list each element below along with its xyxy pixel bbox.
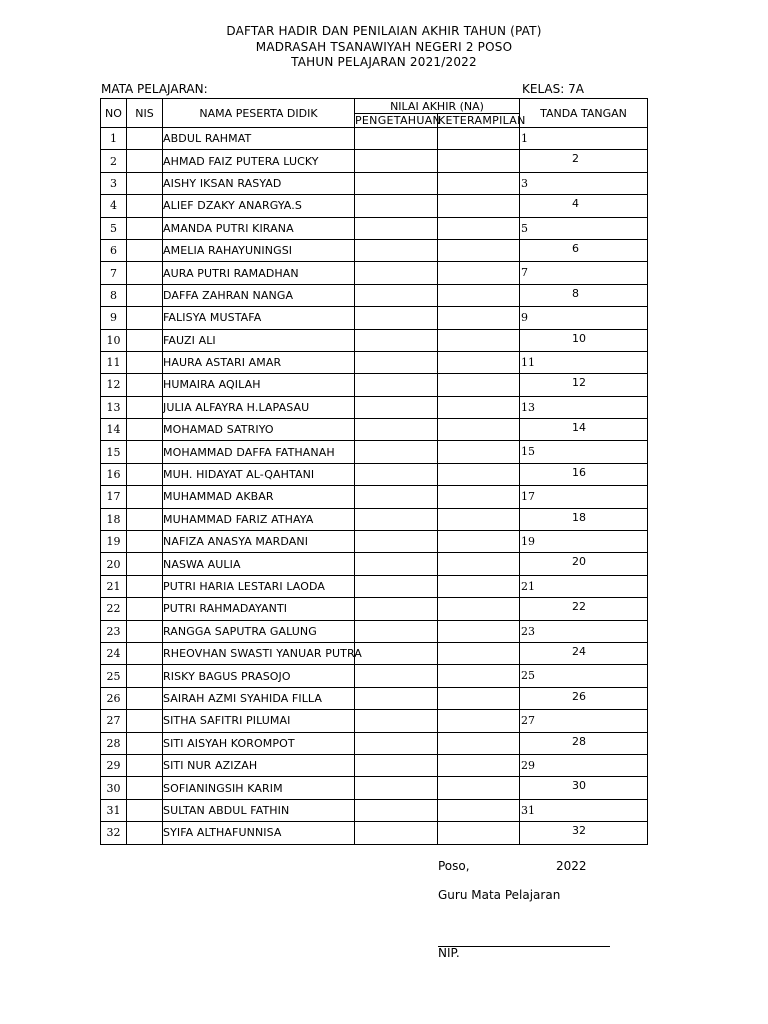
table-row	[101, 486, 648, 508]
signature-number: 2	[572, 152, 580, 166]
signature-number: 14	[572, 421, 587, 435]
row-number: 30	[101, 777, 127, 799]
signature-number: 9	[521, 311, 529, 325]
row-number: 7	[101, 262, 127, 284]
signature-number: 24	[572, 644, 587, 658]
table-row	[101, 710, 648, 732]
row-nis	[127, 777, 163, 799]
signature-number: 3	[521, 176, 529, 190]
signature-number: 30	[572, 779, 587, 793]
signature-cell	[520, 710, 648, 732]
signature-cell	[520, 575, 648, 597]
table-row	[101, 598, 648, 620]
skills-score-cell	[438, 710, 520, 732]
student-name: AMANDA PUTRI KIRANA	[163, 217, 355, 239]
signature-number: 28	[572, 734, 587, 748]
signature-cell	[520, 531, 648, 553]
table-row	[101, 128, 648, 150]
knowledge-score-cell	[355, 754, 438, 776]
signature-line	[438, 946, 610, 947]
skills-score-cell	[438, 150, 520, 172]
row-number: 23	[101, 620, 127, 642]
skills-score-cell	[438, 239, 520, 261]
signature-number: 16	[572, 465, 587, 479]
student-name: MUHAMMAD FARIZ ATHAYA	[163, 508, 355, 530]
signature-cell	[520, 486, 648, 508]
knowledge-score-cell	[355, 687, 438, 709]
student-name: RISKY BAGUS PRASOJO	[163, 665, 355, 687]
table-row	[101, 553, 648, 575]
table-row	[101, 799, 648, 821]
row-number: 21	[101, 575, 127, 597]
student-name: ABDUL RAHMAT	[163, 128, 355, 150]
skills-score-cell	[438, 799, 520, 821]
knowledge-score-cell	[355, 396, 438, 418]
header-final-grade: NILAI AKHIR (NA)	[355, 99, 520, 114]
knowledge-score-cell	[355, 732, 438, 754]
row-number: 17	[101, 486, 127, 508]
knowledge-score-cell	[355, 799, 438, 821]
signature-cell	[520, 620, 648, 642]
signature-cell	[520, 754, 648, 776]
skills-score-cell	[438, 329, 520, 351]
skills-score-cell	[438, 463, 520, 485]
student-name: AMELIA RAHAYUNINGSI	[163, 239, 355, 261]
row-nis	[127, 150, 163, 172]
row-nis	[127, 620, 163, 642]
skills-score-cell	[438, 553, 520, 575]
student-name: ALIEF DZAKY ANARGYA.S	[163, 195, 355, 217]
student-name: PUTRI HARIA LESTARI LAODA	[163, 575, 355, 597]
row-number: 18	[101, 508, 127, 530]
signature-number: 17	[521, 490, 536, 504]
row-nis	[127, 441, 163, 463]
table-row	[101, 508, 648, 530]
signature-number: 25	[521, 669, 536, 683]
row-nis	[127, 374, 163, 396]
row-nis	[127, 463, 163, 485]
row-nis	[127, 822, 163, 844]
knowledge-score-cell	[355, 195, 438, 217]
table-row	[101, 463, 648, 485]
row-number: 27	[101, 710, 127, 732]
signature-number: 21	[521, 579, 536, 593]
row-number: 3	[101, 172, 127, 194]
header-skills: KETERAMPILAN	[438, 114, 526, 127]
signature-cell	[520, 150, 648, 172]
signature-cell	[520, 642, 648, 664]
table-row	[101, 172, 648, 194]
row-nis	[127, 799, 163, 821]
knowledge-score-cell	[355, 128, 438, 150]
signature-cell	[520, 329, 648, 351]
student-name: MOHAMMAD DAFFA FATHANAH	[163, 441, 355, 463]
student-name: HUMAIRA AQILAH	[163, 374, 355, 396]
signature-number: 20	[572, 555, 587, 569]
table-row	[101, 642, 648, 664]
knowledge-score-cell	[355, 351, 438, 373]
skills-score-cell	[438, 172, 520, 194]
knowledge-score-cell	[355, 150, 438, 172]
skills-score-cell	[438, 374, 520, 396]
student-name: RHEOVHAN SWASTI YANUAR PUTRA	[163, 642, 355, 664]
student-name: MOHAMAD SATRIYO	[163, 419, 355, 441]
signature-cell	[520, 463, 648, 485]
knowledge-score-cell	[355, 217, 438, 239]
row-number: 14	[101, 419, 127, 441]
student-name: MUH. HIDAYAT AL-QAHTANI	[163, 463, 355, 485]
table-row	[101, 262, 648, 284]
skills-score-cell	[438, 665, 520, 687]
student-name: SITHA SAFITRI PILUMAI	[163, 710, 355, 732]
skills-score-cell	[438, 531, 520, 553]
row-nis	[127, 262, 163, 284]
skills-score-cell	[438, 754, 520, 776]
row-number: 22	[101, 598, 127, 620]
skills-score-cell	[438, 284, 520, 306]
knowledge-score-cell	[355, 710, 438, 732]
skills-score-cell	[438, 262, 520, 284]
signature-number: 15	[521, 445, 536, 459]
row-nis	[127, 351, 163, 373]
signature-cell	[520, 307, 648, 329]
header-no: NO	[101, 99, 127, 128]
title-line-3: TAHUN PELAJARAN 2021/2022	[291, 55, 477, 69]
row-number: 13	[101, 396, 127, 418]
row-number: 2	[101, 150, 127, 172]
row-number: 1	[101, 128, 127, 150]
signature-cell	[520, 508, 648, 530]
header-nis: NIS	[127, 99, 163, 128]
table-row	[101, 531, 648, 553]
footer-role: Guru Mata Pelajaran	[438, 888, 561, 902]
knowledge-score-cell	[355, 486, 438, 508]
signature-cell	[520, 396, 648, 418]
table-row	[101, 239, 648, 261]
footer-place: Poso,	[438, 859, 470, 873]
signature-cell	[520, 553, 648, 575]
signature-cell	[520, 822, 648, 844]
student-name: PUTRI RAHMADAYANTI	[163, 598, 355, 620]
row-number: 15	[101, 441, 127, 463]
document-header	[0, 24, 768, 71]
row-number: 16	[101, 463, 127, 485]
row-number: 31	[101, 799, 127, 821]
signature-number: 11	[521, 355, 536, 369]
signature-cell	[520, 128, 648, 150]
table-row	[101, 307, 648, 329]
student-name: FALISYA MUSTAFA	[163, 307, 355, 329]
student-name: JULIA ALFAYRA H.LAPASAU	[163, 396, 355, 418]
header-knowledge: PENGETAHUAN	[355, 114, 442, 127]
table-row	[101, 754, 648, 776]
row-number: 28	[101, 732, 127, 754]
row-nis	[127, 687, 163, 709]
signature-cell	[520, 732, 648, 754]
student-name: NAFIZA ANASYA MARDANI	[163, 531, 355, 553]
class-label: KELAS: 7A	[522, 82, 584, 96]
signature-number: 19	[521, 535, 536, 549]
knowledge-score-cell	[355, 822, 438, 844]
knowledge-score-cell	[355, 329, 438, 351]
row-nis	[127, 710, 163, 732]
signature-number: 23	[521, 624, 536, 638]
student-name: AISHY IKSAN RASYAD	[163, 172, 355, 194]
row-number: 32	[101, 822, 127, 844]
signature-number: 5	[521, 221, 529, 235]
signature-cell	[520, 777, 648, 799]
student-name: SAIRAH AZMI SYAHIDA FILLA	[163, 687, 355, 709]
attendance-table	[100, 98, 648, 845]
row-nis	[127, 172, 163, 194]
table-row	[101, 575, 648, 597]
signature-cell	[520, 419, 648, 441]
skills-score-cell	[438, 687, 520, 709]
row-number: 24	[101, 642, 127, 664]
row-number: 9	[101, 307, 127, 329]
table-row	[101, 329, 648, 351]
signature-cell	[520, 284, 648, 306]
row-nis	[127, 239, 163, 261]
header-signature: TANDA TANGAN	[520, 99, 648, 128]
signature-cell	[520, 262, 648, 284]
knowledge-score-cell	[355, 508, 438, 530]
row-nis	[127, 396, 163, 418]
table-row	[101, 351, 648, 373]
signature-number: 8	[572, 286, 580, 300]
knowledge-score-cell	[355, 553, 438, 575]
row-nis	[127, 217, 163, 239]
signature-number: 29	[521, 758, 536, 772]
knowledge-score-cell	[355, 284, 438, 306]
row-nis	[127, 486, 163, 508]
table-row	[101, 396, 648, 418]
signature-cell	[520, 374, 648, 396]
row-nis	[127, 307, 163, 329]
row-number: 5	[101, 217, 127, 239]
row-nis	[127, 642, 163, 664]
signature-number: 13	[521, 400, 536, 414]
signature-cell	[520, 239, 648, 261]
signature-cell	[520, 441, 648, 463]
skills-score-cell	[438, 777, 520, 799]
row-nis	[127, 128, 163, 150]
table-row	[101, 665, 648, 687]
signature-cell	[520, 799, 648, 821]
row-nis	[127, 754, 163, 776]
knowledge-score-cell	[355, 665, 438, 687]
title-line-2: MADRASAH TSANAWIYAH NEGERI 2 POSO	[255, 39, 513, 54]
row-nis	[127, 419, 163, 441]
knowledge-score-cell	[355, 419, 438, 441]
skills-score-cell	[438, 822, 520, 844]
row-nis	[127, 732, 163, 754]
table-row	[101, 217, 648, 239]
row-number: 11	[101, 351, 127, 373]
student-name: RANGGA SAPUTRA GALUNG	[163, 620, 355, 642]
knowledge-score-cell	[355, 575, 438, 597]
signature-cell	[520, 598, 648, 620]
table-row	[101, 284, 648, 306]
knowledge-score-cell	[355, 441, 438, 463]
signature-number: 10	[572, 331, 587, 345]
signature-number: 12	[572, 376, 587, 390]
row-number: 6	[101, 239, 127, 261]
signature-cell	[520, 665, 648, 687]
row-number: 20	[101, 553, 127, 575]
table-row	[101, 150, 648, 172]
knowledge-score-cell	[355, 777, 438, 799]
skills-score-cell	[438, 642, 520, 664]
table-row	[101, 374, 648, 396]
table-row	[101, 419, 648, 441]
signature-number: 32	[572, 824, 587, 838]
knowledge-score-cell	[355, 239, 438, 261]
signature-cell	[520, 351, 648, 373]
student-name: SITI AISYAH KOROMPOT	[163, 732, 355, 754]
table-row	[101, 732, 648, 754]
row-number: 10	[101, 329, 127, 351]
skills-score-cell	[438, 419, 520, 441]
skills-score-cell	[438, 732, 520, 754]
signature-number: 27	[521, 714, 536, 728]
skills-score-cell	[438, 598, 520, 620]
signature-cell	[520, 217, 648, 239]
student-name: SULTAN ABDUL FATHIN	[163, 799, 355, 821]
table-row	[101, 777, 648, 799]
signature-cell	[520, 172, 648, 194]
knowledge-score-cell	[355, 172, 438, 194]
signature-cell	[520, 687, 648, 709]
title-line-1: DAFTAR HADIR DAN PENILAIAN AKHIR TAHUN (PAT)	[226, 24, 542, 38]
table-row	[101, 441, 648, 463]
knowledge-score-cell	[355, 642, 438, 664]
knowledge-score-cell	[355, 374, 438, 396]
row-nis	[127, 329, 163, 351]
knowledge-score-cell	[355, 463, 438, 485]
signature-number: 4	[572, 197, 580, 211]
knowledge-score-cell	[355, 620, 438, 642]
row-nis	[127, 598, 163, 620]
table-row	[101, 620, 648, 642]
student-name: AHMAD FAIZ PUTERA LUCKY	[163, 150, 355, 172]
knowledge-score-cell	[355, 531, 438, 553]
signature-number: 1	[521, 132, 529, 145]
skills-score-cell	[438, 508, 520, 530]
row-nis	[127, 553, 163, 575]
student-name: SYIFA ALTHAFUNNISA	[163, 822, 355, 844]
row-nis	[127, 531, 163, 553]
footer-nip: NIP.	[438, 946, 460, 960]
row-number: 4	[101, 195, 127, 217]
skills-score-cell	[438, 620, 520, 642]
student-name: DAFFA ZAHRAN NANGA	[163, 284, 355, 306]
row-number: 8	[101, 284, 127, 306]
skills-score-cell	[438, 351, 520, 373]
header-name: NAMA PESERTA DIDIK	[163, 99, 355, 128]
skills-score-cell	[438, 575, 520, 597]
knowledge-score-cell	[355, 262, 438, 284]
signature-number: 7	[521, 266, 529, 280]
footer-year: 2022	[556, 859, 587, 873]
table-row	[101, 195, 648, 217]
student-name: AURA PUTRI RAMADHAN	[163, 262, 355, 284]
signature-number: 26	[572, 689, 587, 703]
table-row	[101, 687, 648, 709]
signature-number: 22	[572, 600, 587, 614]
row-number: 26	[101, 687, 127, 709]
skills-score-cell	[438, 396, 520, 418]
row-nis	[127, 508, 163, 530]
row-number: 25	[101, 665, 127, 687]
signature-number: 6	[572, 241, 580, 255]
skills-score-cell	[438, 441, 520, 463]
subject-label: MATA PELAJARAN:	[101, 82, 208, 96]
skills-score-cell	[438, 307, 520, 329]
row-number: 19	[101, 531, 127, 553]
skills-score-cell	[438, 486, 520, 508]
row-nis	[127, 665, 163, 687]
skills-score-cell	[438, 195, 520, 217]
skills-score-cell	[438, 128, 520, 150]
student-name: MUHAMMAD AKBAR	[163, 486, 355, 508]
student-name: SOFIANINGSIH KARIM	[163, 777, 355, 799]
skills-score-cell	[438, 217, 520, 239]
row-nis	[127, 284, 163, 306]
row-nis	[127, 575, 163, 597]
knowledge-score-cell	[355, 307, 438, 329]
student-name: FAUZI ALI	[163, 329, 355, 351]
knowledge-score-cell	[355, 598, 438, 620]
row-nis	[127, 195, 163, 217]
signature-number: 31	[521, 803, 536, 817]
table-row	[101, 822, 648, 844]
row-number: 29	[101, 754, 127, 776]
signature-cell	[520, 195, 648, 217]
student-name: HAURA ASTARI AMAR	[163, 351, 355, 373]
signature-number: 18	[572, 510, 587, 524]
student-name: SITI NUR AZIZAH	[163, 754, 355, 776]
row-number: 12	[101, 374, 127, 396]
student-name: NASWA AULIA	[163, 553, 355, 575]
